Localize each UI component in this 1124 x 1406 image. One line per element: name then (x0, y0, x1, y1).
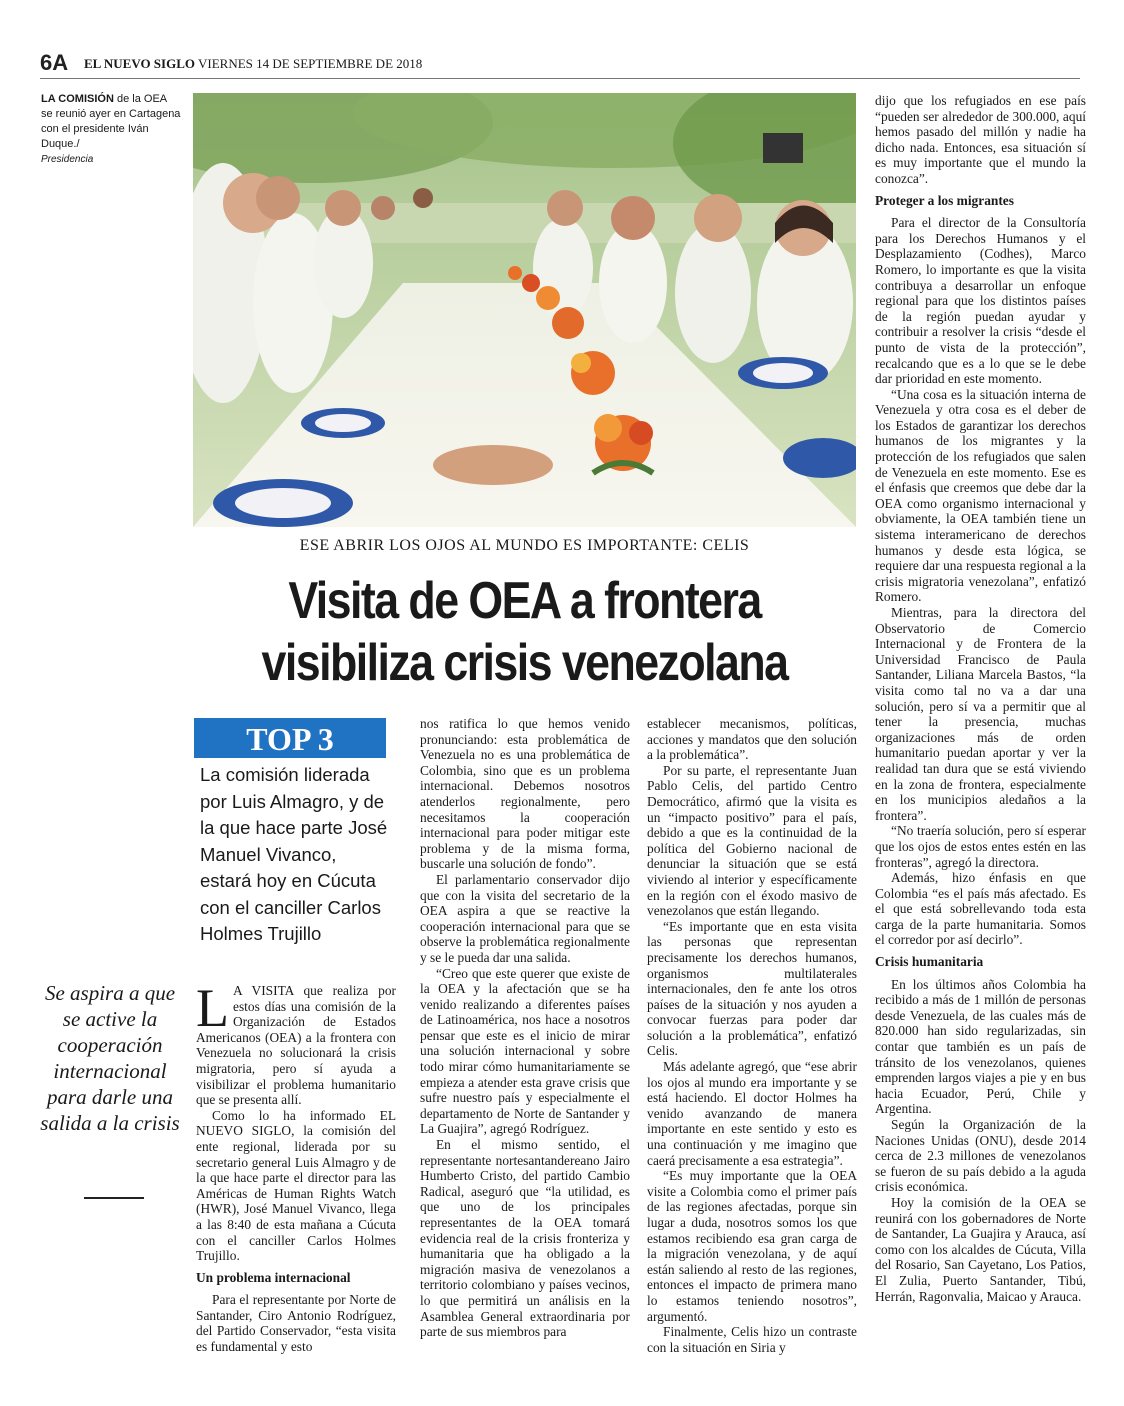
paragraph: Además, hizo énfasis en que Colombia “es el país más afectado. Es el que está sobrellevando toda esta carga de la parte humanitaria. Somos el corredor por así decirlo”. (875, 870, 1086, 948)
photo-illustration (193, 93, 856, 527)
header-line (84, 56, 422, 72)
paragraph: establecer mecanismos, políticas, acciones y mandatos que den solución a la problemática”. (647, 716, 857, 763)
lead-caps: A VISITA (233, 983, 294, 998)
headline-line-2: visibiliza crisis venezolana (261, 634, 788, 692)
paragraph: “Creo que este querer que existe de la OEA y la afectación que se ha venido realizando a diferentes países de Latinoamérica, nos hace a nosotros pensar que este es el inicio de mirar una solución internacional y sobre todo mirar cómo humanitariamente se empieza a atender esta grave crisis que sufre nuestro país y especialmente el departamento de Norte de Santander y La Guajira”, agregó Rodríguez. (420, 965, 630, 1137)
paragraph: Finalmente, Celis hizo un contraste con la situación en Siria y (647, 1324, 857, 1355)
header-rule (40, 78, 1080, 79)
headline-line-1: Visita de OEA a frontera (288, 572, 761, 630)
paragraph: Mientras, para la directora del Observatorio de Comercio Internacional y de Frontera de la Universidad Francisco de Paula Santander, Liliana Marcela Bastos, “la visita como tal no va a dar una solución, pero sí va a permitir que al tener la presencia, muchas organizaciones más de orden humanitario puedan aportar y ver la realidad tan dura que se está viviendo en la zona de frontera, especialmente en los municipios aledaños a la frontera”. (875, 605, 1086, 823)
lead-paragraph (196, 978, 396, 1108)
page-number: 6A (40, 50, 69, 75)
subheading: Proteger a los migrantes (875, 192, 1014, 208)
paragraph: dijo que los refugiados en ese país “pueden ser alrededor de 300.000, aquí hemos pasado del millón y nadie ha dicho nada. Entonces, esa situación sí es muy importante que el mundo la conozca”. (875, 93, 1086, 186)
article-column-3 (647, 716, 857, 1355)
article-column-2 (420, 716, 630, 1340)
caption-text: de la OEA se reunió ayer en Cartagena con el presidente Iván Duque./ (41, 93, 181, 150)
issue-date: VIERNES 14 DE SEPTIEMBRE DE 2018 (198, 56, 423, 71)
article-column-4 (875, 93, 1086, 1304)
kicker: ESE ABRIR LOS OJOS AL MUNDO ES IMPORTANTE: CELIS (299, 537, 750, 554)
paragraph: “No traería solución, pero sí esperar que los ojos de estos entes estén en las fronteras”, agregó la directora. (875, 823, 1086, 870)
paragraph: “Es importante que en esta visita las personas que representan precisamente los derechos humanos, organismos multilaterales internacionales, den fe ante los otros países de la situación y nos ayuden a convocar fuerzas para poder dar solución a la problemática”, enfatizó Celis. (647, 918, 857, 1059)
lead-text: que realiza por estos días una comisión de la Organización de Estados Americanos (OEA) a la frontera con Venezuela no solucionará la crisis migratoria, pero sí ayuda a visibilizar el problema humanitario que se presenta allí. (196, 983, 396, 1108)
article-photo (193, 93, 856, 527)
photo-caption (41, 92, 181, 167)
paragraph: Más adelante agregó, que “ese abrir los ojos al mundo era importante y se está haciendo. El doctor Holmes ha venido avanzando de manera importante en este sentido y esto es una continuación y me imagino que caerá precisamente a esa estrategia”. (647, 1059, 857, 1168)
paragraph: “Es muy importante que la OEA visite a Colombia como el primer país de las regiones afectadas, porque sin lugar a duda, nosotros somos los que estamos recibiendo esa gran carga de la migración venezolana, y de aquí están saliendo al resto de las regiones, entonces el impacto de primera mano lo estamos teniendo nosotros”, argumentó. (647, 1168, 857, 1324)
page-header (40, 50, 1082, 78)
newspaper-name: EL NUEVO SIGLO (84, 56, 195, 71)
paragraph: nos ratifica lo que hemos venido pronunciando: esta problemática de Venezuela no es una problemática de Colombia, sino que es un problema internacional. Debemos nosotros atenderlos regionalmente, pero necesitamos la cooperación internacional para poder mitigar este problema y de la misma forma, buscarle una solución de fondo”. (420, 716, 630, 872)
top3-summary: La comisión liderada por Luis Almagro, y de la que hace parte José Manuel Vivanco, estará hoy en Cúcuta con el canciller Carlos Holmes Trujillo (200, 764, 388, 944)
paragraph: El parlamentario conservador dijo que con la visita del secretario de la OEA aspira a que se reactive la cooperación internacional para que se observe la problemática regionalmente y se le pueda dar una salida. (420, 871, 630, 965)
photo-credit: Presidencia (41, 154, 94, 165)
subheading: Un problema internacional (196, 1269, 351, 1285)
paragraph: “Una cosa es la situación interna de Venezuela y otra cosa es el deber de los Estados de garantizar los derechos humanos de los migrantes y la protección de los refugiados que salen de Venezuela en este momento. Ese es el énfasis que creemos que debe dar la OEA como organismo internacional y obviamente, la OEA también tiene un sistema interamericano de derechos humanos y desde esta lógica, se requiere dar una respuesta regional a la crisis migratoria venezolana”, enfatizó Romero. (875, 386, 1086, 605)
pull-quote: Se aspira a que se active la cooperación internacional para darle una salida a la crisis (40, 981, 180, 1135)
drop-cap: L (196, 978, 229, 1038)
paragraph: Para el director de la Consultoría para los Derechos Humanos y el Desplazamiento (Codhes), Marco Romero, lo importante es que la visita contribuya a desarrollar un enfoque regional para que los distintos países de la región puedan ayudar y contribuir a resolver la crisis “desde el punto de vista de la protección”, recalcando que es a lo que se le debe dar prioridad en este momento. (875, 215, 1086, 387)
headline (239, 570, 809, 694)
paragraph: Para el representante por Norte de Santander, Ciro Antonio Rodríguez, del Partido Conservador, “esta visita es fundamental y esto (196, 1292, 396, 1355)
subheading: Crisis humanitaria (875, 954, 984, 970)
caption-lead: LA COMISIÓN (41, 93, 114, 105)
paragraph: En el mismo sentido, el representante nortesantandereano Jairo Humberto Cristo, del partido Cambio Radical, aseguró que “la utilidad, es que uno de los principales representantes de la OEA tomará evidencia real de la crisis fronteriza y humanitaria que ha obligado a la migración masiva de venezolanos a territorio colombiano y países vecinos, lo que permitirá un análisis en la Asamblea General extraordinaria por parte de sus miembros para (420, 1137, 630, 1340)
pull-quote-rule (84, 1197, 144, 1199)
paragraph: Por su parte, el representante Juan Pablo Celis, del partido Centro Democrático, afirmó que la visita es un “impacto positivo” para el país, debido a que es la continuidad de la política del Gobierno nacional de denunciar la situación que se está viviendo al interior y específicamente en la región con el éxodo masivo de venezolanos que están llegando. (647, 762, 857, 919)
paragraph: Según la Organización de la Naciones Unidas (ONU), desde 2014 cerca de 2.3 millones de venezolanos se fueron de su país debido a la aguda crisis económica. (875, 1117, 1086, 1195)
article-column-1 (196, 978, 396, 1355)
paragraph: Hoy la comisión de la OEA se reunirá con los gobernadores de Norte de Santander, La Guajira y Arauca, así como con los alcaldes de Cúcuta, Villa del Rosario, San Cayetano, Los Patios, El Zulia, Puerto Santander, Tibú, Herrán, Ragonvalia, Maicao y Arauca. (875, 1194, 1086, 1304)
top3-banner: TOP 3 (194, 718, 386, 758)
paragraph: Como lo ha informado EL NUEVO SIGLO, la comisión del ente regional, liderada por su secretario general Luis Almagro y de la que hace parte el director para las Américas de Human Rights Watch (HWR), José Manuel Vivanco, llega a las 8:40 de esta mañana a Cúcuta con el canciller Carlos Holmes Trujillo. (196, 1107, 396, 1264)
paragraph: En los últimos años Colombia ha recibido a más de 1 millón de personas desde Venezuela, de las cuales más de 820.000 han sido regularizadas, sin contar que también es un país de tránsito de los venezolanos, quienes emprenden largos viajes a pie y en bus hacia Ecuador, Perú, Chile y Argentina. (875, 976, 1086, 1117)
